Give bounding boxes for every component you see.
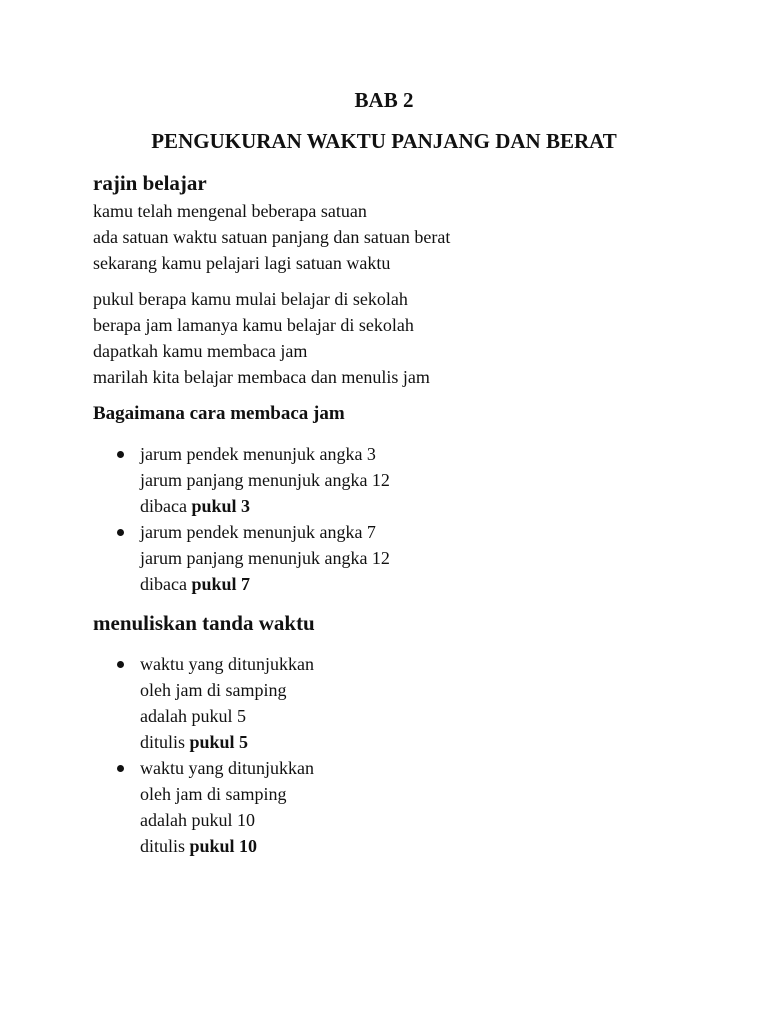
bullet-icon bbox=[117, 451, 124, 458]
text-line: dapatkah kamu membaca jam bbox=[93, 341, 308, 361]
section-heading-membaca-jam: Bagaimana cara membaca jam bbox=[93, 403, 345, 424]
time-answer: pukul 5 bbox=[189, 732, 249, 752]
text-line: ada satuan waktu satuan panjang dan satuan berat bbox=[93, 227, 451, 247]
list-item bbox=[93, 441, 390, 519]
bullet-icon bbox=[117, 529, 124, 536]
bullet-icon bbox=[117, 765, 124, 772]
line-prefix: dibaca bbox=[140, 574, 192, 594]
text-line: jarum panjang menunjuk angka 12 bbox=[140, 548, 390, 568]
list-item bbox=[93, 651, 314, 755]
page-title: PENGUKURAN WAKTU PANJANG DAN BERAT bbox=[151, 129, 617, 153]
time-answer: pukul 7 bbox=[191, 574, 251, 594]
line-prefix: ditulis bbox=[140, 836, 190, 856]
text-line: kamu telah mengenal beberapa satuan bbox=[93, 201, 367, 221]
text-line: adalah pukul 5 bbox=[140, 706, 246, 726]
reading-clock-list bbox=[93, 441, 390, 597]
text-line: waktu yang ditunjukkan bbox=[140, 758, 314, 778]
writing-time-list bbox=[93, 651, 314, 859]
text-line bbox=[140, 571, 390, 597]
time-answer: pukul 10 bbox=[189, 836, 258, 856]
text-line bbox=[140, 833, 314, 859]
text-line: oleh jam di samping bbox=[140, 680, 287, 700]
bullet-icon bbox=[117, 661, 124, 668]
text-line: pukul berapa kamu mulai belajar di sekolah bbox=[93, 289, 408, 309]
text-line: jarum pendek menunjuk angka 3 bbox=[140, 444, 376, 464]
text-line: marilah kita belajar membaca dan menulis jam bbox=[93, 367, 430, 387]
list-item bbox=[93, 755, 314, 859]
section-heading-rajin-belajar: rajin belajar bbox=[93, 171, 207, 195]
time-answer: pukul 3 bbox=[191, 496, 251, 516]
text-line: sekarang kamu pelajari lagi satuan waktu bbox=[93, 253, 391, 273]
list-item bbox=[93, 519, 390, 597]
text-line bbox=[140, 729, 314, 755]
intro-paragraph bbox=[93, 198, 450, 276]
text-line bbox=[140, 493, 390, 519]
text-line: oleh jam di samping bbox=[140, 784, 287, 804]
text-line: jarum pendek menunjuk angka 7 bbox=[140, 522, 376, 542]
chapter-label: BAB 2 bbox=[354, 88, 414, 112]
line-prefix: ditulis bbox=[140, 732, 190, 752]
text-line: jarum panjang menunjuk angka 12 bbox=[140, 470, 390, 490]
text-line: berapa jam lamanya kamu belajar di sekolah bbox=[93, 315, 414, 335]
section-heading-tanda-waktu: menuliskan tanda waktu bbox=[93, 611, 315, 635]
text-line: waktu yang ditunjukkan bbox=[140, 654, 314, 674]
text-line: adalah pukul 10 bbox=[140, 810, 255, 830]
line-prefix: dibaca bbox=[140, 496, 192, 516]
question-paragraph bbox=[93, 286, 430, 390]
